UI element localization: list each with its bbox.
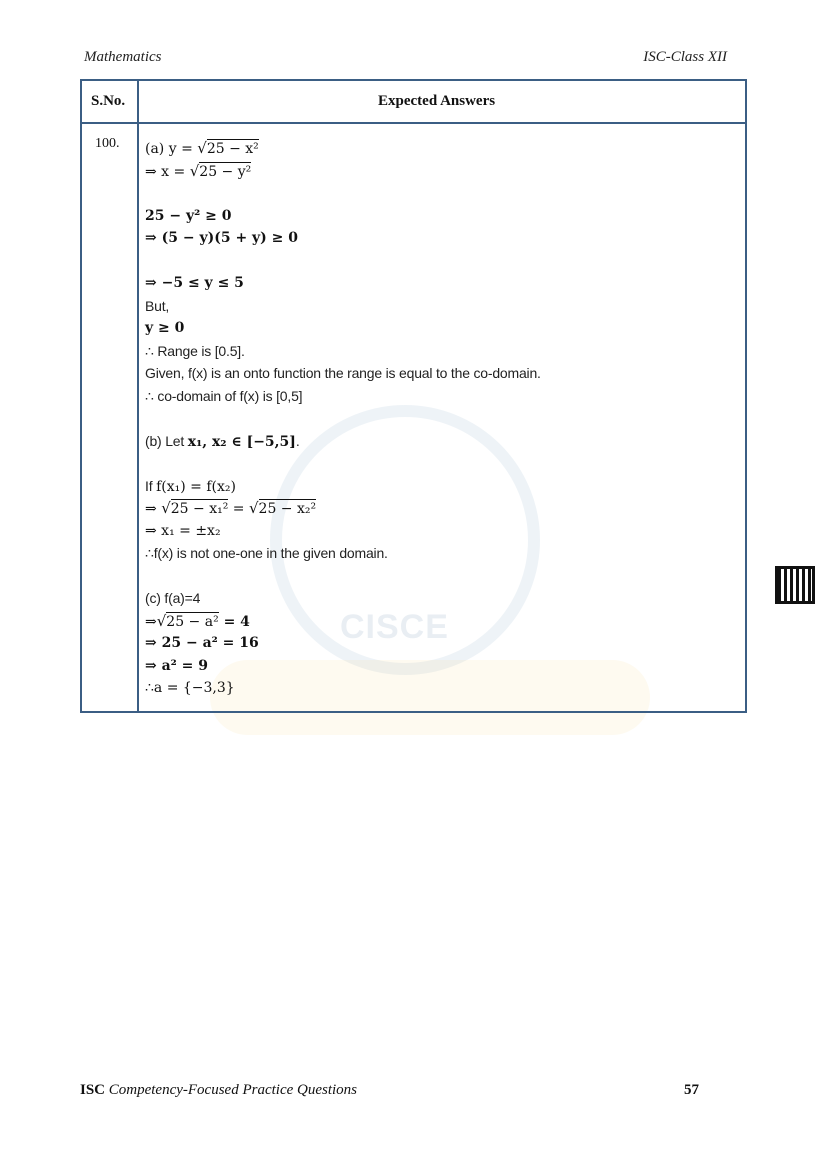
answer-line-b1: (b) Let x₁, x₂ ∈ [−5,5].: [145, 432, 300, 450]
answer-line-c1: (c) f(a)=4: [145, 590, 201, 606]
sqrt-symbol: √: [161, 499, 171, 517]
answer-line-c4: ⇒ a² = 9: [145, 657, 209, 674]
expected-answer: [145, 137, 739, 700]
qr-code-icon: [775, 566, 815, 604]
answer-line-a10: ∴ co-domain of f(x) is [0,5]: [145, 387, 303, 404]
footer-title: [80, 1082, 357, 1099]
answer-line-b2: If f(x₁) = f(x₂): [145, 477, 236, 495]
radicand: 25 − y²: [199, 163, 252, 180]
radicand: 25 − x₂²: [258, 501, 317, 517]
column-header-answers: Expected Answers: [378, 93, 496, 109]
answer-line-a4: ⇒ (5 − y)(5 + y) ≥ 0: [145, 230, 299, 246]
sqrt-symbol: √: [197, 139, 207, 157]
answer-line-a3: 25 − y² ≥ 0: [145, 207, 232, 224]
sqrt-symbol: √: [248, 499, 259, 517]
footer-subtitle: Competency-Focused Practice Questions: [108, 1082, 358, 1098]
radicand: 25 − a²: [166, 613, 219, 630]
answer-line-a7: y ≥ 0: [145, 320, 185, 336]
column-header-sno: S.No.: [91, 93, 126, 109]
answer-line-b4: ⇒ x₁ = ±x₂: [145, 522, 221, 539]
answer-line-c3: ⇒ 25 − a² = 16: [145, 635, 259, 651]
answer-line-c2: ⇒√25 − a² = 4: [145, 611, 250, 630]
sqrt-symbol: √: [156, 611, 167, 630]
column-divider: [137, 81, 139, 711]
header-subject: Mathematics: [84, 49, 162, 65]
answer-line-a5: ⇒ −5 ≤ y ≤ 5: [145, 275, 244, 291]
page-number: 57: [684, 1082, 699, 1098]
header-class: ISC-Class XII: [643, 49, 727, 65]
answer-line-a1: (a) y = √25 − x²: [145, 139, 259, 157]
footer-brand: ISC: [80, 1082, 106, 1098]
answer-line-b5: ∴f(x) is not one-one in the given domain.: [145, 545, 388, 561]
watermark-text: CISCE: [340, 608, 449, 646]
answer-table: [80, 79, 747, 713]
question-number: 100.: [95, 136, 120, 151]
answer-line-a8: ∴ Range is [0.5].: [145, 342, 245, 359]
sqrt-symbol: √: [189, 161, 200, 180]
radicand: 25 − x₁²: [170, 501, 229, 517]
answer-line-c5: ∴a = {−3,3}: [145, 680, 235, 696]
answer-line-b3: ⇒ √25 − x₁² = √25 − x₂²: [145, 499, 317, 517]
answer-line-a2: ⇒ x = √25 − y²: [145, 161, 252, 180]
answer-line-a9: Given, f(x) is an onto function the range is equal to the co-domain.: [145, 365, 541, 381]
header-row-divider: [82, 122, 745, 124]
answer-line-a6: But,: [145, 297, 170, 314]
radicand: 25 − x²: [206, 141, 259, 157]
